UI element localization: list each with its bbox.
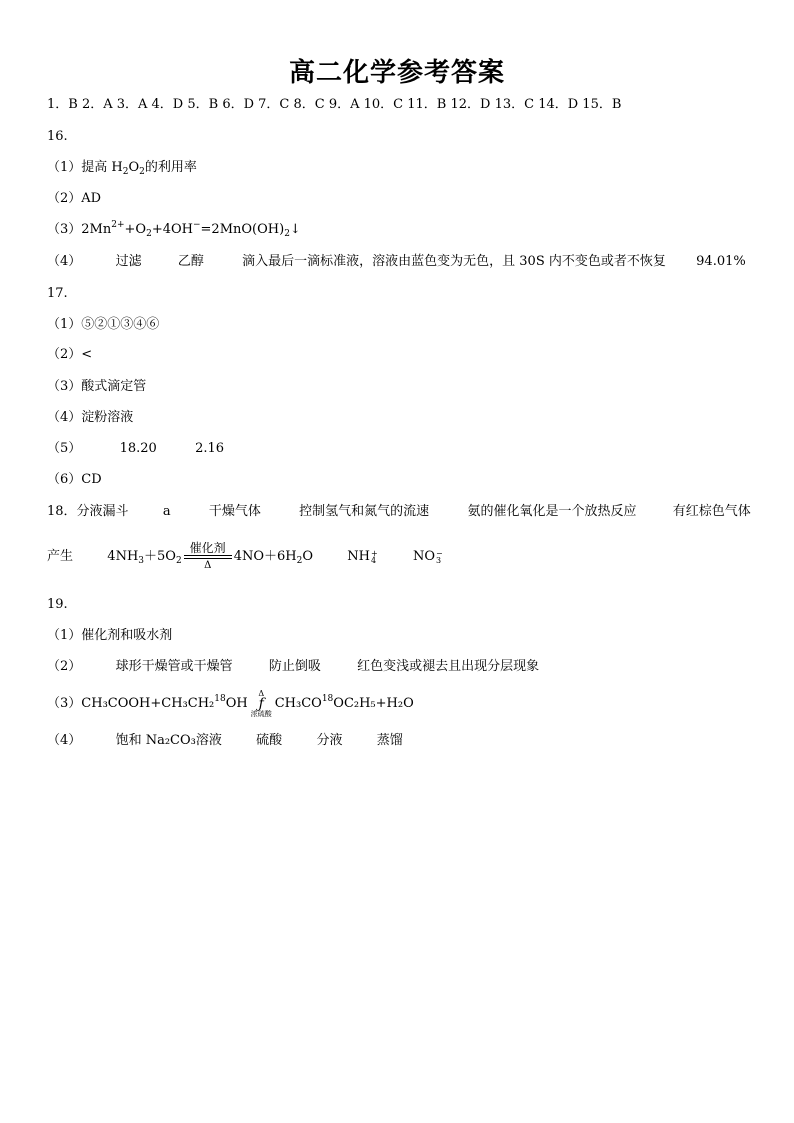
q19-a3-isotope2: 18 [321, 694, 334, 704]
q19-a2-item: 红色变浅或褪去且出现分层现象 [357, 659, 540, 674]
q18-answer-line-1 [47, 502, 751, 522]
q18-eq-products: 4NO＋6H [233, 549, 297, 564]
q16-answer-3: $(3)2Mn^{2+}+O_2+4OH^-=2MnO(OH)_2↓$ [47, 220, 301, 239]
q18-ion-nitrate: NO− 3 [413, 548, 443, 565]
q16-a3-o2: +O [124, 222, 147, 237]
q18-item: 控制氢气和氮气的流速 [299, 504, 430, 519]
q16-a4-label: （4） [47, 254, 82, 269]
q19-a4-label: （4） [47, 733, 82, 748]
q16-answer-4 [47, 252, 747, 272]
q18-eq-water: O [302, 549, 314, 564]
q18-continuation: 产生 [47, 549, 74, 564]
q17-a5-label: （5） [47, 441, 82, 456]
q19-cond-arrow: ƒ [258, 695, 264, 712]
q17-answer-6: （6）CD [47, 472, 102, 487]
q18-eq-o2: ＋5O [144, 549, 176, 564]
q19-answer-4 [47, 731, 403, 751]
q17-a5-item: 2.16 [195, 441, 225, 456]
q19-a2-item: 防止倒吸 [268, 659, 321, 674]
q16-a4-item: 滴入最后一滴标准液，溶液由蓝色变为无色，且 30S 内不变色或者不恢复 [242, 254, 666, 269]
q17-answer-2: （2）< [47, 347, 93, 362]
q18-item: 氨的催化氧化是一个放热反应 [467, 504, 637, 519]
q16-a4-item: 94.01% [696, 254, 746, 269]
q19-answer-3 [47, 688, 414, 720]
q18-number: 18．分液漏斗 [47, 504, 129, 519]
q19-cond-heat: Δ [258, 688, 265, 698]
q18-ion1-text: NH [347, 549, 371, 564]
q19-a3-product2: OC₂H₅+H₂O [333, 696, 414, 711]
q16-answer-2: （2）AD [47, 191, 102, 206]
q17-a5-item: 18.20 [119, 441, 157, 456]
q18-answer-line-2 [47, 537, 444, 577]
multiple-choice-answers: 1．B 2．A 3．A 4．D 5．B 6．D 7．C 8．C 9．A 10．C 11．B 12．D 13．C 14．D 15．B [47, 97, 622, 112]
q19-a4-item: 分液 [316, 733, 343, 748]
q19-a3-product1: CH₃CO [274, 696, 322, 711]
page-title: 高二化学参考答案 [288, 58, 505, 88]
q18-eq-nh3: 4NH [107, 549, 139, 564]
q19-a2-item: 球形干燥管或干燥管 [115, 659, 233, 674]
q19-a3-reactants: CH₃COOH+CH₃CH₂ [81, 696, 215, 711]
q19-answer-1: （1）催化剂和吸水剂 [47, 628, 173, 643]
q18-ion-ammonium: NH+ 4 [347, 548, 378, 565]
q18-equation: $4NH_3+5O_2$ 催化剂 Δ $4NO+6H_2O$ [107, 540, 314, 571]
q16-answer-1: （1）提高 $H_2O_2$的利用率 [47, 160, 197, 177]
q16-a3-arrow: ↓ [289, 222, 301, 237]
q16-number: 16. [47, 129, 68, 144]
q16-a4-item: 过滤 [115, 254, 142, 269]
q19-a3-oh: OH [225, 696, 248, 711]
q16-a3-oh: +4OH [151, 222, 193, 237]
q17-answer-4: （4）淀粉溶液 [47, 410, 134, 425]
q19-a3-isotope: 18 [214, 694, 226, 704]
q18-item: 干燥气体 [208, 504, 261, 519]
q19-a3-label: （3） [47, 696, 82, 711]
q19-a4-item: 饱和 Na₂CO₃溶液 [115, 733, 222, 748]
q16-a1-text: （1）提高 H [47, 160, 123, 175]
q18-ion2-text: NO [413, 549, 436, 564]
q16-a3-product: =2MnO(OH) [200, 222, 285, 237]
q19-a4-item: 蒸馏 [376, 733, 403, 748]
q18-heat-label: Δ [204, 559, 212, 571]
q19-reversible-arrow [251, 689, 272, 719]
q18-item: a [162, 504, 171, 519]
q17-answer-5 [47, 439, 224, 459]
q16-a4-item: 乙醇 [177, 254, 204, 269]
q19-a2-label: （2） [47, 659, 82, 674]
q19-a4-item: 硫酸 [256, 733, 283, 748]
q18-reaction-arrow [184, 541, 232, 573]
q19-cond-acid: 浓硫酸 [250, 709, 272, 718]
q19-answer-2 [47, 657, 539, 677]
q19-number: 19. [47, 597, 68, 612]
q18-catalyst-label: 催化剂 [189, 540, 226, 555]
q17-answer-1: （1）⑤②①③④⑥ [47, 317, 160, 332]
q17-number: 17. [47, 286, 68, 301]
q16-a3-text: （3）2Mn [47, 222, 112, 237]
q18-item: 有红棕色气体 [672, 504, 751, 519]
q17-answer-3: （3）酸式滴定管 [47, 379, 147, 394]
q16-a1-suffix: 的利用率 [144, 160, 197, 175]
